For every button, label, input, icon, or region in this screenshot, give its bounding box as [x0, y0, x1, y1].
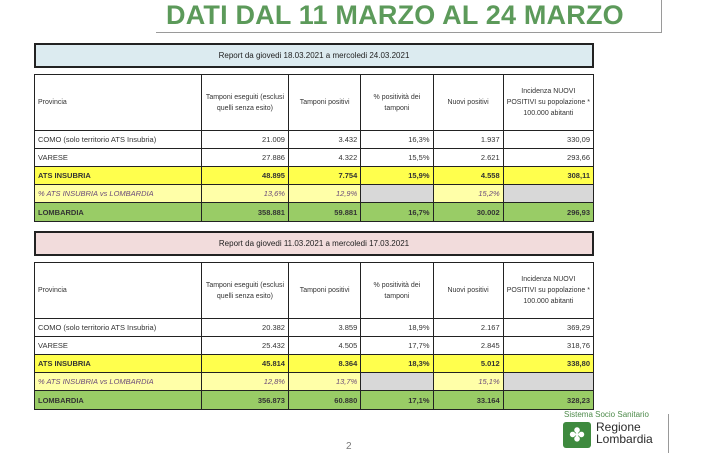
table-row-pct-ats-vs-lombardia — [35, 373, 594, 391]
cell-empty — [503, 373, 593, 391]
cell-empty — [361, 185, 433, 203]
cell: 15,9% — [361, 167, 433, 185]
cell: 15,1% — [433, 373, 503, 391]
cell: 33.164 — [433, 391, 503, 410]
table-row-como — [35, 131, 594, 149]
cell: VARESE — [35, 337, 202, 355]
header-positivita: % positività dei tamponi — [361, 75, 433, 131]
cell: 3.432 — [288, 131, 360, 149]
slide-title: DATI DAL 11 MARZO AL 24 MARZO — [166, 0, 624, 30]
cell: 16,3% — [361, 131, 433, 149]
cell: ATS INSUBRIA — [35, 355, 202, 373]
cell: 356.873 — [201, 391, 288, 410]
cell: % ATS INSUBRIA vs LOMBARDIA — [35, 373, 202, 391]
table-row-lombardia — [35, 203, 594, 222]
logo-wordmark — [596, 421, 653, 445]
header-tamponi-eseguiti: Tamponi eseguiti (esclusi quelli senza esito) — [201, 263, 288, 319]
table-header-row — [35, 75, 594, 131]
cell: 8.364 — [288, 355, 360, 373]
cell: 21.009 — [201, 131, 288, 149]
cell: 45.814 — [201, 355, 288, 373]
table-header-row — [35, 263, 594, 319]
cell: 30.002 — [433, 203, 503, 222]
cell: 15,2% — [433, 185, 503, 203]
cell: 12,9% — [288, 185, 360, 203]
cell: 2.845 — [433, 337, 503, 355]
cell: COMO (solo territorio ATS Insubria) — [35, 131, 202, 149]
cell: 4.558 — [433, 167, 503, 185]
cell: LOMBARDIA — [35, 391, 202, 410]
cell: 4.322 — [288, 149, 360, 167]
cell: 2.167 — [433, 319, 503, 337]
header-provincia: Provincia — [35, 263, 202, 319]
table-row-como — [35, 319, 594, 337]
cell: COMO (solo territorio ATS Insubria) — [35, 319, 202, 337]
cell: 18,9% — [361, 319, 433, 337]
cell: 27.886 — [201, 149, 288, 167]
header-nuovi-positivi: Nuovi positivi — [433, 263, 503, 319]
cell: 17,7% — [361, 337, 433, 355]
cell: 20.382 — [201, 319, 288, 337]
cell: 330,09 — [503, 131, 593, 149]
regione-lombardia-rose-icon: ✤ — [563, 422, 591, 448]
report1-title: Report da giovedi 18.03.2021 a mercoledi 24.03.2021 — [34, 43, 594, 68]
header-positivita: % positività dei tamponi — [361, 263, 433, 319]
cell: 293,66 — [503, 149, 593, 167]
cell: 5.012 — [433, 355, 503, 373]
report1-table — [34, 74, 594, 222]
table-row-lombardia — [35, 391, 594, 410]
report2-title: Report da giovedi 11.03.2021 a mercoledi 17.03.2021 — [34, 231, 594, 256]
cell: 338,80 — [503, 355, 593, 373]
table-row-ats-insubria — [35, 167, 594, 185]
cell: 358.881 — [201, 203, 288, 222]
report2-table — [34, 262, 594, 410]
cell: 2.621 — [433, 149, 503, 167]
cell: 17,1% — [361, 391, 433, 410]
header-tamponi-eseguiti: Tamponi eseguiti (esclusi quelli senza esito) — [201, 75, 288, 131]
header-provincia: Provincia — [35, 75, 202, 131]
header-incidenza: Incidenza NUOVI POSITIVI su popolazione * 100.000 abitanti — [503, 263, 593, 319]
logo-subtitle: Sistema Socio Sanitario — [564, 410, 649, 419]
cell: 318,76 — [503, 337, 593, 355]
cell: 48.895 — [201, 167, 288, 185]
cell: 7.754 — [288, 167, 360, 185]
cell: 12,8% — [201, 373, 288, 391]
cell: 3.859 — [288, 319, 360, 337]
header-incidenza: Incidenza NUOVI POSITIVI su popolazione * 100.000 abitanti — [503, 75, 593, 131]
cell: 4.505 — [288, 337, 360, 355]
logo-line1: Regione — [596, 420, 641, 434]
cell: 1.937 — [433, 131, 503, 149]
cell: 16,7% — [361, 203, 433, 222]
page-number: 2 — [346, 441, 352, 452]
cell: % ATS INSUBRIA vs LOMBARDIA — [35, 185, 202, 203]
cell: LOMBARDIA — [35, 203, 202, 222]
cell: 25.432 — [201, 337, 288, 355]
logo-line2: Lombardia — [596, 432, 653, 446]
cell: 18,3% — [361, 355, 433, 373]
cell-empty — [503, 185, 593, 203]
header-nuovi-positivi: Nuovi positivi — [433, 75, 503, 131]
table-row-varese — [35, 149, 594, 167]
cell: ATS INSUBRIA — [35, 167, 202, 185]
cell: 59.881 — [288, 203, 360, 222]
cell: 369,29 — [503, 319, 593, 337]
cell: 328,23 — [503, 391, 593, 410]
cell: 296,93 — [503, 203, 593, 222]
cell: 15,5% — [361, 149, 433, 167]
cell: 308,11 — [503, 167, 593, 185]
table-row-ats-insubria — [35, 355, 594, 373]
cell: VARESE — [35, 149, 202, 167]
cell: 13,6% — [201, 185, 288, 203]
table-row-pct-ats-vs-lombardia — [35, 185, 594, 203]
logo-divider — [668, 414, 669, 453]
header-tamponi-positivi: Tamponi positivi — [288, 263, 360, 319]
cell: 13,7% — [288, 373, 360, 391]
table-row-varese — [35, 337, 594, 355]
cell-empty — [361, 373, 433, 391]
cell: 60.880 — [288, 391, 360, 410]
header-tamponi-positivi: Tamponi positivi — [288, 75, 360, 131]
